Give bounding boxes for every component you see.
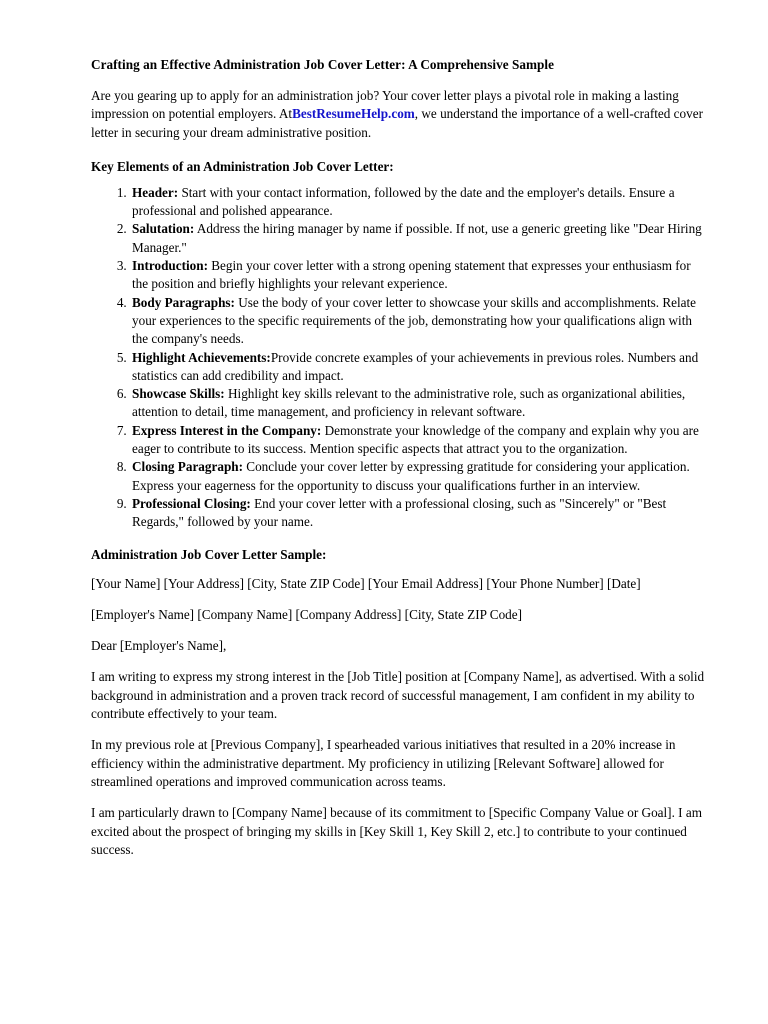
letter-paragraph-1: I am writing to express my strong interest in the [Job Title] position at [Company Name], as advertised. With a solid background in administration and a proven track record of successful management, I am confident in my ability to contribute effectively to your team.	[91, 669, 705, 722]
list-item-text: Demonstrate your knowledge of the company and explain why you are eager to contribute to its success. Mention specific aspects that attract you to the organization.	[132, 422, 699, 457]
list-item	[130, 385, 710, 422]
key-elements-list	[91, 184, 710, 532]
list-item-lead: Professional Closing:	[132, 495, 251, 511]
list-item-text: Highlight key skills relevant to the administrative role, such as organizational abilities, attention to detail, time management, and proficiency in relevant software.	[132, 386, 686, 420]
list-item-text: Begin your cover letter with a strong opening statement that expresses your enthusiasm for the position and briefly highlights your relevant experience.	[132, 258, 691, 292]
list-item	[130, 349, 710, 386]
list-item-text: End your cover letter with a professional closing, such as "Sincerely" or "Best Regards," followed by your name.	[132, 495, 667, 530]
intro-text-after-link: , we understand the importance of a well-crafted cover letter in securing your dream administrative position.	[91, 106, 703, 140]
list-item-text: Address the hiring manager by name if possible. If not, use a generic greeting like "Dear Hiring Manager."	[132, 221, 702, 255]
letter-paragraph-3: I am particularly drawn to [Company Name] because of its commitment to [Specific Company Value or Goal]. I am excited about the prospect of bringing my skills in [Key Skill 1, Key Skill 2, etc.] to contribute to your continued success.	[91, 805, 702, 857]
key-elements-heading: Key Elements of an Administration Job Cover Letter:	[91, 158, 394, 174]
list-item-lead: Showcase Skills:	[132, 386, 225, 402]
list-item	[130, 495, 710, 532]
list-item-text: Provide concrete examples of your achievements in previous roles. Numbers and statistics can add credibility and impact.	[132, 349, 699, 383]
list-item-lead: Express Interest in the Company:	[132, 422, 322, 438]
list-item	[130, 458, 710, 495]
list-item	[130, 184, 710, 221]
recipient-address-block: [Employer's Name] [Company Name] [Company Address] [City, State ZIP Code]	[91, 606, 523, 622]
list-item-lead: Body Paragraphs:	[132, 294, 235, 310]
list-item-lead: Closing Paragraph:	[132, 459, 243, 475]
sample-heading: Administration Job Cover Letter Sample:	[91, 546, 327, 562]
cover-letter-sample	[91, 575, 710, 860]
list-item-lead: Salutation:	[132, 221, 195, 237]
salutation-line: Dear [Employer's Name],	[91, 638, 227, 654]
page-title: Crafting an Effective Administration Job Cover Letter: A Comprehensive Sample	[91, 57, 555, 72]
intro-paragraph	[91, 87, 710, 142]
list-item	[130, 220, 710, 257]
list-item-text: Use the body of your cover letter to showcase your skills and accomplishments. Relate your experiences to the specific requirements of the job, demonstrating how your qualifications align with the company's needs.	[132, 294, 697, 347]
list-item-text: Start with your contact information, followed by the date and the employer's details. Ensure a professional and polished appearance.	[132, 184, 675, 219]
list-item	[130, 294, 710, 349]
bestresumehelp-link[interactable]: BestResumeHelp.com	[292, 106, 415, 122]
letter-paragraph-2: In my previous role at [Previous Company], I spearheaded various initiatives that resulted in a 20% increase in efficiency within the administrative department. My proficiency in utilizing [Relevant Software] allowed for streamlined operations and improved communication across teams.	[91, 737, 676, 789]
intro-text-before-link: Are you gearing up to apply for an administration job? Your cover letter plays a pivotal role in making a lasting impression on potential employers. At	[91, 88, 679, 122]
list-item-text: Conclude your cover letter by expressing gratitude for considering your application. Express your eagerness for the opportunity to discuss your qualifications further in an interview.	[132, 459, 690, 493]
list-item	[130, 257, 710, 294]
list-item-lead: Header:	[132, 184, 179, 200]
list-item	[130, 422, 710, 459]
list-item-lead: Introduction:	[132, 258, 208, 274]
sender-address-block: [Your Name] [Your Address] [City, State ZIP Code] [Your Email Address] [Your Phone Number] [Date]	[91, 575, 641, 591]
list-item-lead: Highlight Achievements:	[132, 349, 271, 365]
